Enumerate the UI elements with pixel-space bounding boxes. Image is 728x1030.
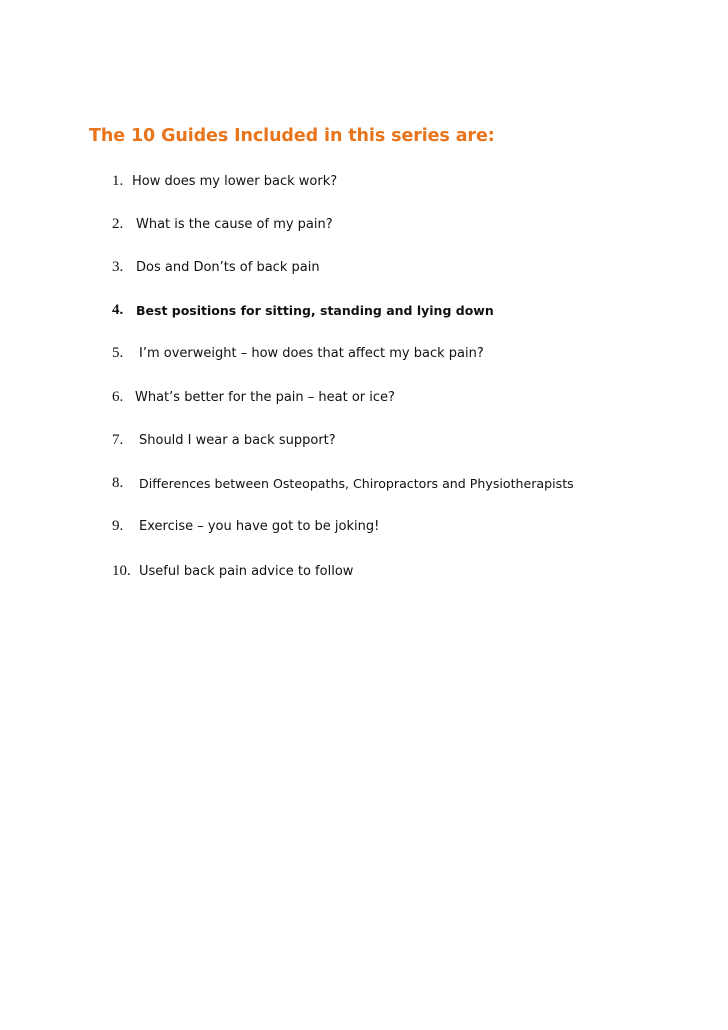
list-item-number: 6. bbox=[112, 389, 124, 405]
list-item-text: Best positions for sitting, standing and lying down bbox=[136, 303, 494, 318]
list-item-number: 8. bbox=[112, 475, 124, 491]
list-item-text: I’m overweight – how does that affect my back pain? bbox=[139, 346, 484, 361]
list-item-number: 7. bbox=[112, 432, 124, 448]
list-item-number: 4. bbox=[112, 302, 124, 318]
list-item-text: Differences between Osteopaths, Chiropractors and Physiotherapists bbox=[139, 476, 574, 491]
list-item-text: How does my lower back work? bbox=[132, 174, 338, 189]
list-item-text: Dos and Don’ts of back pain bbox=[136, 260, 320, 275]
list-item-text: What’s better for the pain – heat or ice? bbox=[135, 390, 395, 405]
list-item-number: 5. bbox=[112, 345, 124, 361]
list-item-text: Exercise – you have got to be joking! bbox=[139, 519, 380, 534]
list-item-number: 1. bbox=[112, 173, 124, 189]
list-item-number: 9. bbox=[112, 518, 124, 534]
list-item-number: 10. bbox=[112, 563, 131, 579]
list-item-number: 2. bbox=[112, 216, 124, 232]
list-item-text: What is the cause of my pain? bbox=[136, 217, 333, 232]
list-item-text: Should I wear a back support? bbox=[139, 433, 336, 448]
list-item-number: 3. bbox=[112, 259, 124, 275]
page-title: The 10 Guides Included in this series are: bbox=[89, 126, 495, 146]
list-item-text: Useful back pain advice to follow bbox=[139, 564, 354, 579]
